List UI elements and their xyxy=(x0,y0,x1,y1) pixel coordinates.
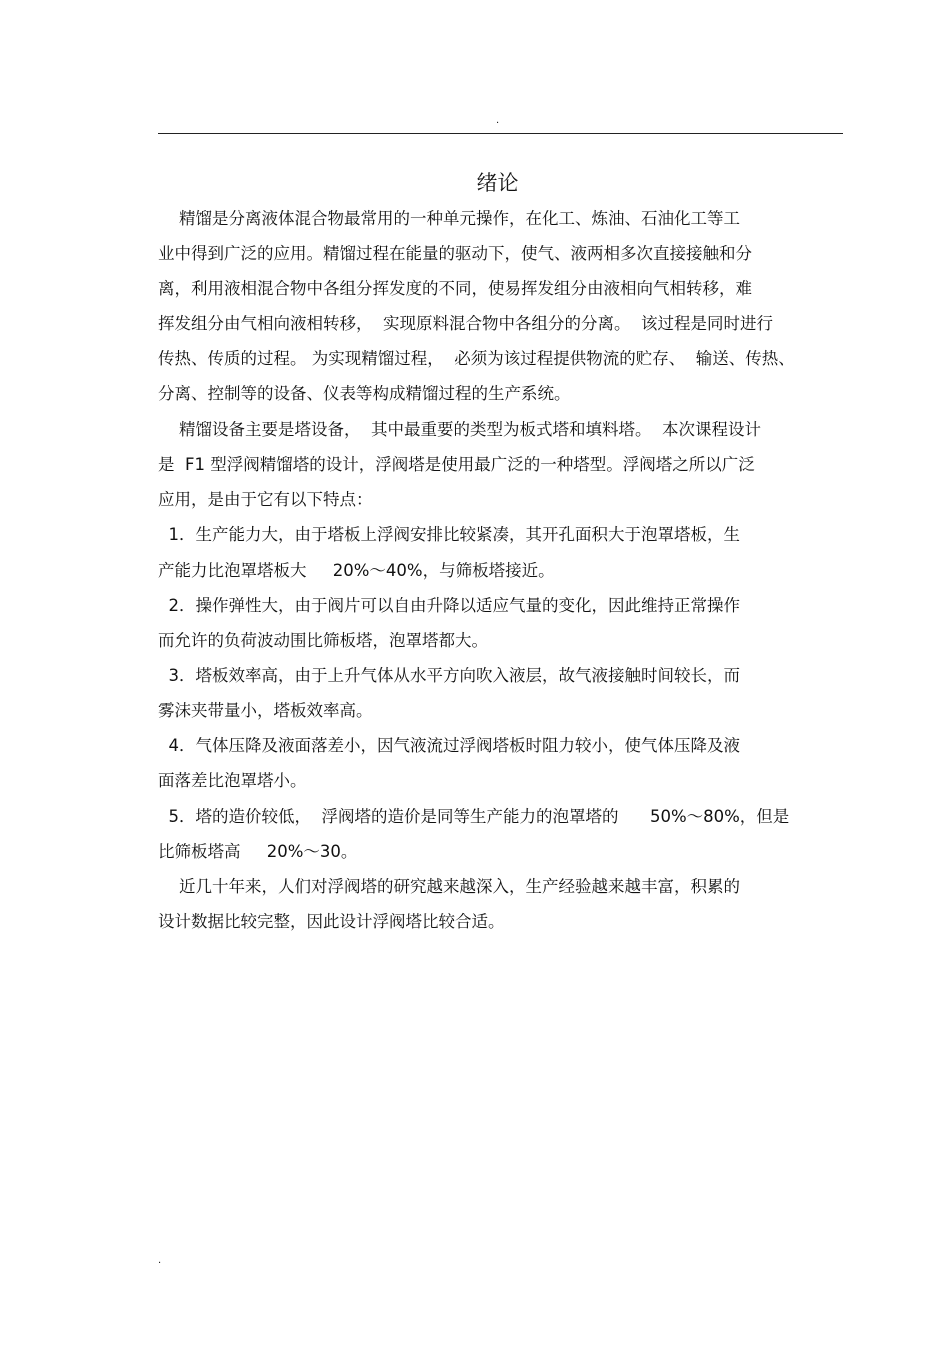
body-line: 而允许的负荷波动围比筛板塔，泡罩塔都大。 xyxy=(158,631,488,650)
header-rule xyxy=(158,133,843,134)
body-line: 比筛板塔高 20%～30。 xyxy=(158,842,358,861)
page-title: 绪论 xyxy=(476,171,519,195)
body-line: 3．塔板效率高，由于上升气体从水平方向吹入液层，故气液接触时间较长，而 xyxy=(158,666,740,685)
body-line: 是 F1 型浮阀精馏塔的设计，浮阀塔是使用最广泛的一种塔型。浮阀塔之所以广泛 xyxy=(158,455,755,474)
body-line: 面落差比泡罩塔小。 xyxy=(158,771,307,790)
body-line: 精馏设备主要是塔设备， 其中最重要的类型为板式塔和填料塔。 本次课程设计 xyxy=(158,420,761,439)
body-line: 5．塔的造价较低， 浮阀塔的造价是同等生产能力的泡罩塔的 50%～80%，但是 xyxy=(158,807,790,826)
body-line: 近几十年来，人们对浮阀塔的研究越来越深入，生产经验越来越丰富，积累的 xyxy=(158,877,740,896)
footer-mark: . xyxy=(158,1255,162,1266)
body-line: 挥发组分由气相向液相转移， 实现原料混合物中各组分的分离。 该过程是同时进行 xyxy=(158,314,773,333)
body-line: 产能力比泡罩塔板大 20%～40%，与筛板塔接近。 xyxy=(158,561,555,580)
body-line: 4．气体压降及液面落差小，因气液流过浮阀塔板时阻力较小，使气体压降及液 xyxy=(158,736,740,755)
body-line: 1．生产能力大，由于塔板上浮阀安排比较紧凑，其开孔面积大于泡罩塔板，生 xyxy=(158,525,740,544)
body-line: 分离、控制等的设备、仪表等构成精馏过程的生产系统。 xyxy=(158,384,571,403)
body-line: 2．操作弹性大，由于阀片可以自由升降以适应气量的变化，因此维持正常操作 xyxy=(158,596,740,615)
body-line: 应用，是由于它有以下特点： xyxy=(158,490,373,509)
body-line: 设计数据比较完整，因此设计浮阀塔比较合适。 xyxy=(158,912,505,931)
body-line: 雾沫夹带量小，塔板效率高。 xyxy=(158,701,373,720)
body-line: 精馏是分离液体混合物最常用的一种单元操作，在化工、炼油、石油化工等工 xyxy=(158,209,740,228)
body-line: 业中得到广泛的应用。精馏过程在能量的驱动下，使气、液两相多次直接接触和分 xyxy=(158,244,752,263)
body-line: 传热、传质的过程。 为实现精馏过程， 必须为该过程提供物流的贮存、 输送、传热、 xyxy=(158,349,795,368)
header-mark: . xyxy=(496,115,500,126)
body-line: 离，利用液相混合物中各组分挥发度的不同，使易挥发组分由液相向气相转移，难 xyxy=(158,279,752,298)
